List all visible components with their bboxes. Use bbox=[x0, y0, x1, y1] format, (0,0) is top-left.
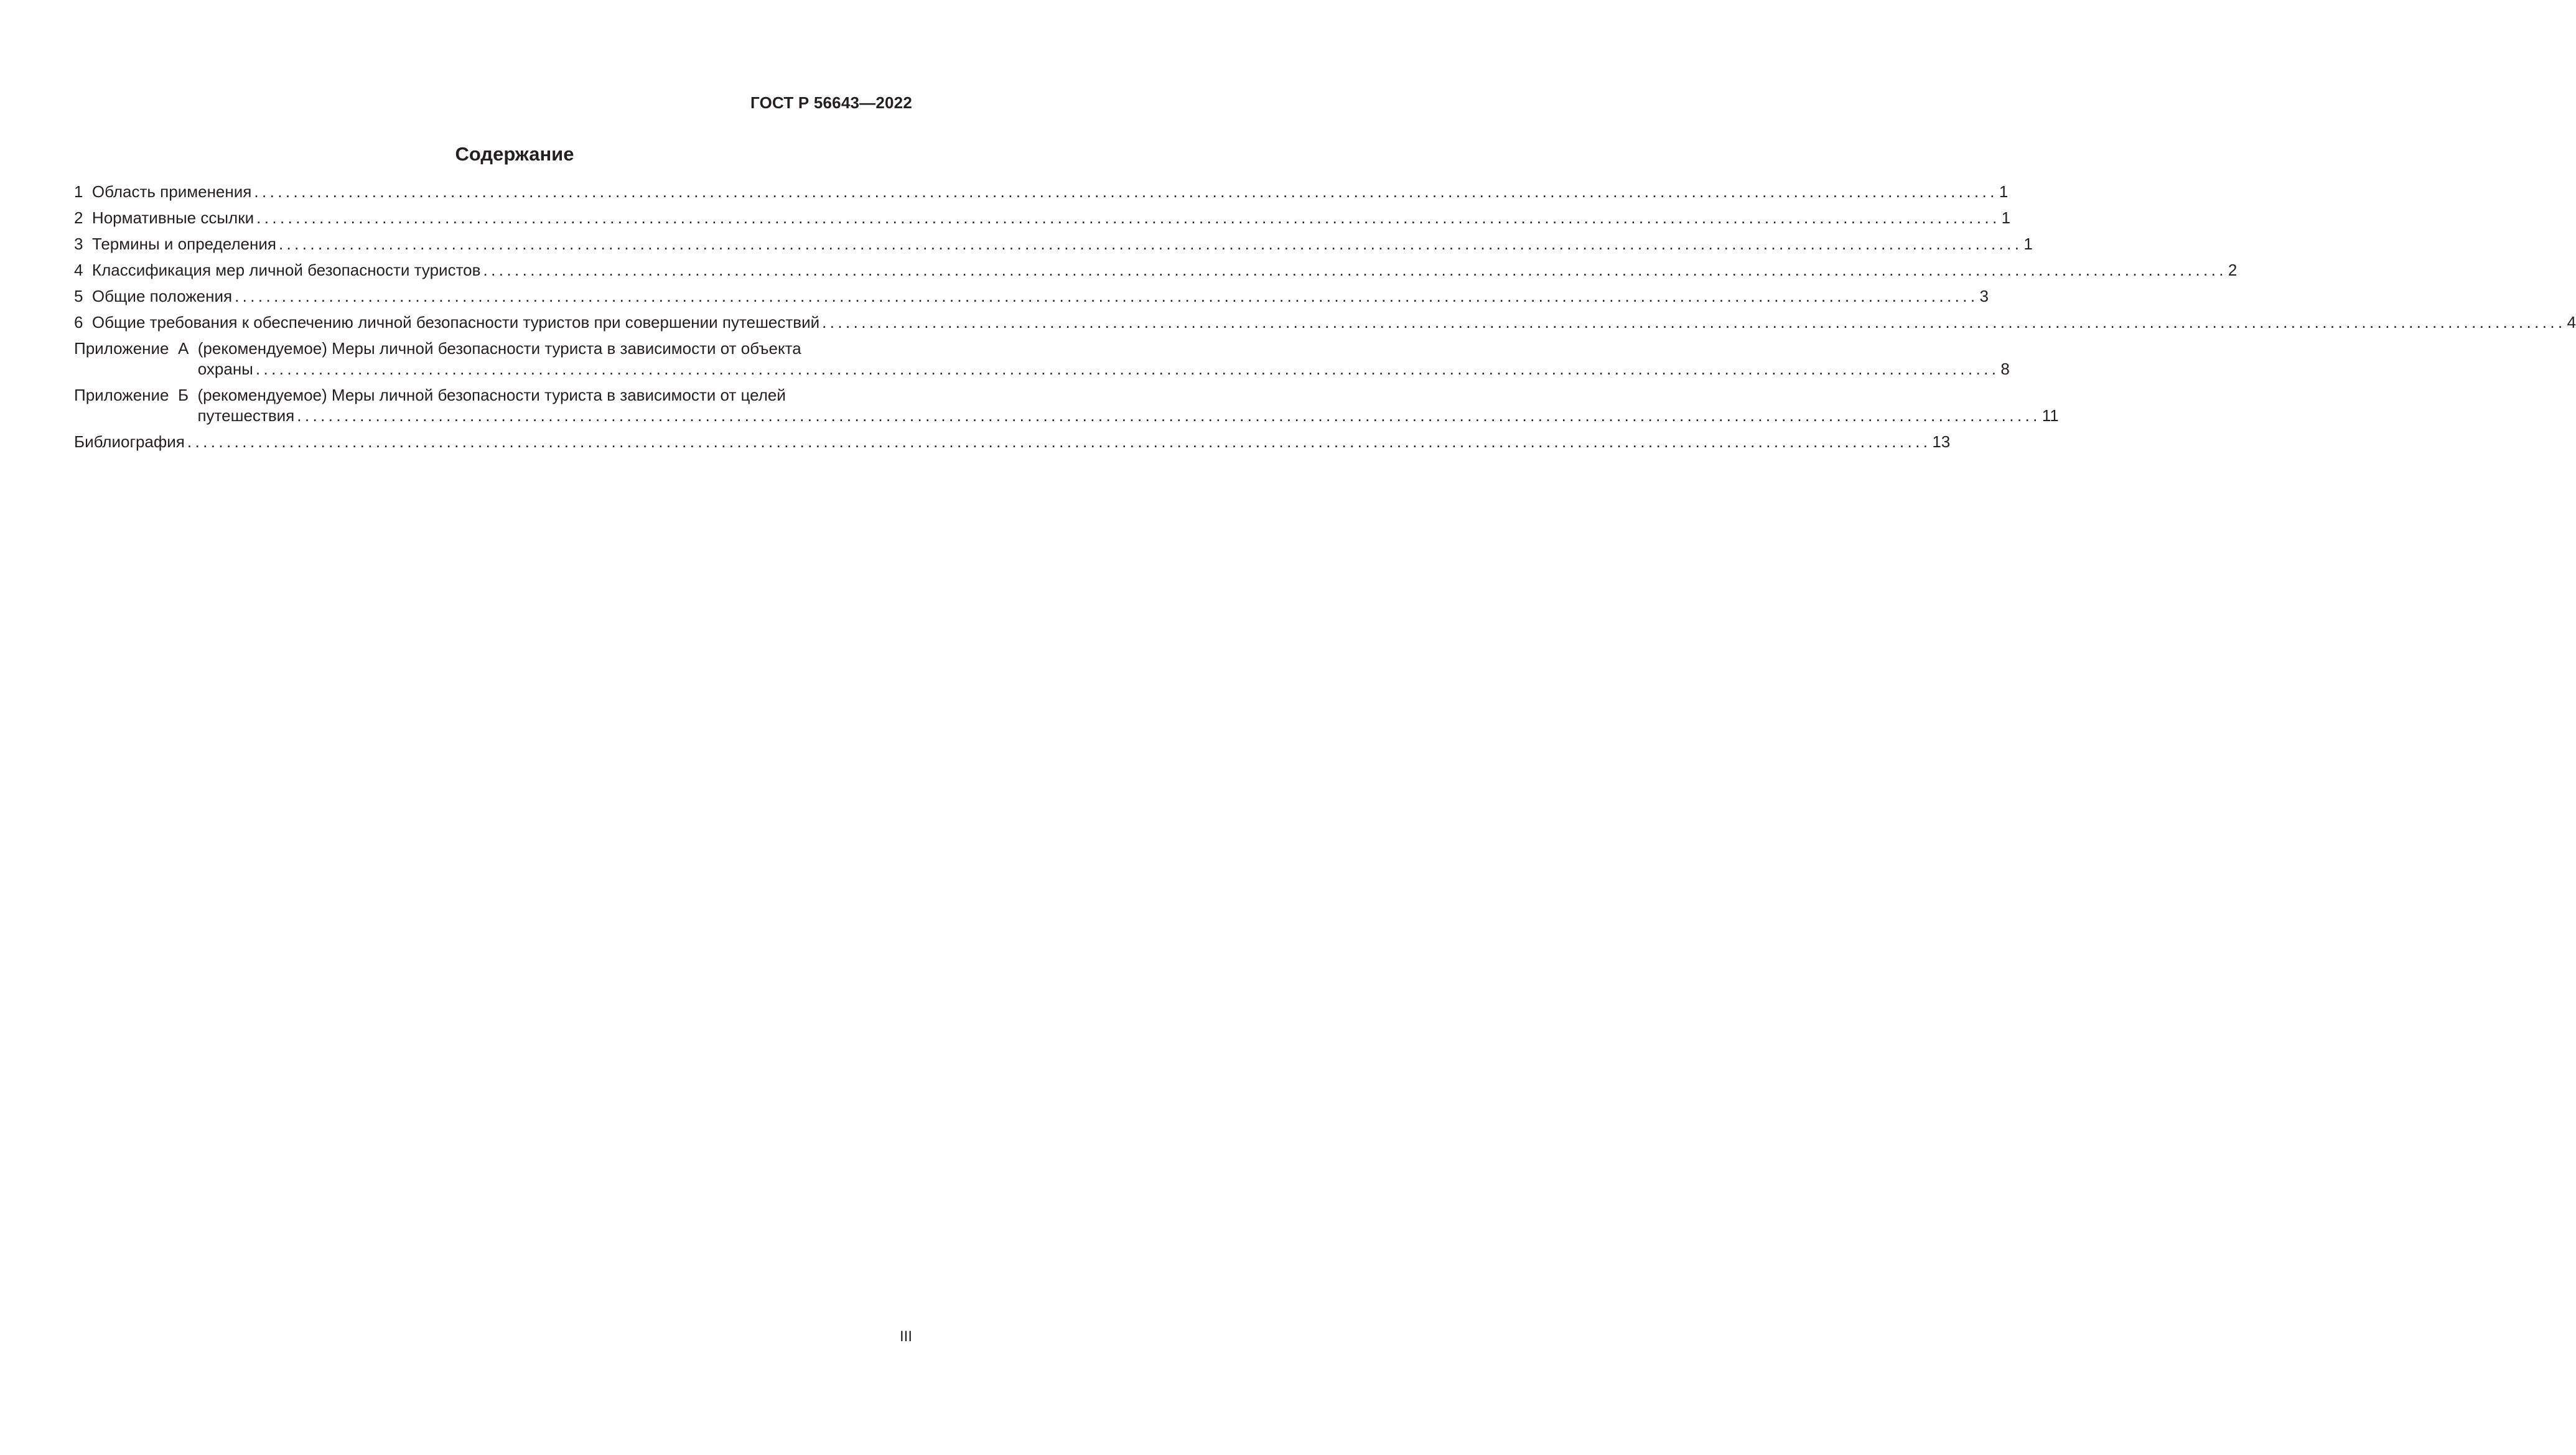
toc-entry-page: 1 bbox=[2023, 235, 2033, 253]
toc-entry[interactable] bbox=[74, 286, 1989, 307]
toc-entry[interactable] bbox=[74, 234, 2033, 254]
dot-leader: .............................................................................................................................................................................................................................. bbox=[254, 182, 1998, 201]
toc-entry[interactable] bbox=[74, 182, 2009, 202]
dot-leader: .............................................................................................................................................................................................................................. bbox=[278, 235, 2023, 253]
toc-entry-number: 2 bbox=[74, 208, 92, 227]
toc-entry-text: Классификация мер личной безопасности туристов bbox=[91, 261, 481, 279]
toc-entry-page: 1 bbox=[1999, 182, 2009, 201]
toc-entry-appendix-label: Приложение Б bbox=[74, 386, 198, 404]
toc-entry-text: (рекомендуемое) Меры личной безопасности туриста в зависимости от объекта bbox=[197, 339, 801, 358]
toc-entry[interactable] bbox=[74, 260, 2238, 281]
dot-leader: .............................................................................................................................................................................................................................. bbox=[483, 261, 2227, 279]
toc-entry-page: 11 bbox=[2042, 406, 2059, 425]
toc-entry-bibliography[interactable] bbox=[74, 432, 1951, 452]
toc-entry-page: 3 bbox=[1979, 287, 1989, 305]
toc-entry-page: 4 bbox=[2567, 313, 2576, 332]
toc-entry-text-continued: путешествия bbox=[197, 406, 295, 425]
toc-entry-text: Нормативные ссылки bbox=[91, 208, 254, 227]
toc-entry-text: Библиография bbox=[74, 432, 185, 451]
toc-entry-number: 5 bbox=[74, 287, 92, 305]
toc-entry-text: Общие положения bbox=[91, 287, 233, 305]
toc-entry-appendix-label: Приложение А bbox=[74, 339, 198, 358]
dot-leader: .............................................................................................................................................................................................................................. bbox=[822, 313, 2566, 332]
toc-entry-page: 8 bbox=[2000, 360, 2010, 378]
dot-leader: .............................................................................................................................................................................................................................. bbox=[255, 360, 2000, 378]
toc-entry-page: 13 bbox=[1932, 432, 1951, 451]
toc-entry-appendix-a[interactable] bbox=[74, 338, 2010, 379]
toc-title: Содержание bbox=[455, 143, 574, 165]
toc-entry-page: 1 bbox=[2001, 208, 2011, 227]
toc-entry-text: Термины и определения bbox=[91, 235, 276, 253]
page-number: III bbox=[899, 1328, 912, 1345]
toc-entry[interactable] bbox=[74, 312, 2576, 333]
dot-leader: .............................................................................................................................................................................................................................. bbox=[256, 208, 2000, 227]
toc-entry-text-continued: охраны bbox=[197, 360, 253, 378]
toc-entry-text: (рекомендуемое) Меры личной безопасности туриста в зависимости от целей bbox=[197, 386, 786, 404]
toc-entry[interactable] bbox=[74, 208, 2011, 228]
toc-entry-page: 2 bbox=[2228, 261, 2238, 279]
toc-entry-number: 3 bbox=[74, 235, 92, 253]
toc-entry-text: Область применения bbox=[91, 182, 252, 201]
dot-leader: .............................................................................................................................................................................................................................. bbox=[187, 432, 1931, 451]
toc-entry-number: 4 bbox=[74, 261, 92, 279]
toc-entry-text: Общие требования к обеспечению личной безопасности туристов при совершении путешествий bbox=[91, 313, 820, 332]
table-of-contents bbox=[74, 182, 2576, 458]
dot-leader: .............................................................................................................................................................................................................................. bbox=[235, 287, 1979, 305]
toc-entry-number: 1 bbox=[74, 182, 92, 201]
toc-entry-number: 6 bbox=[74, 313, 92, 332]
dot-leader: .............................................................................................................................................................................................................................. bbox=[297, 406, 2041, 425]
toc-entry-appendix-b[interactable] bbox=[74, 385, 2059, 426]
document-designation: ГОСТ Р 56643—2022 bbox=[750, 93, 912, 112]
